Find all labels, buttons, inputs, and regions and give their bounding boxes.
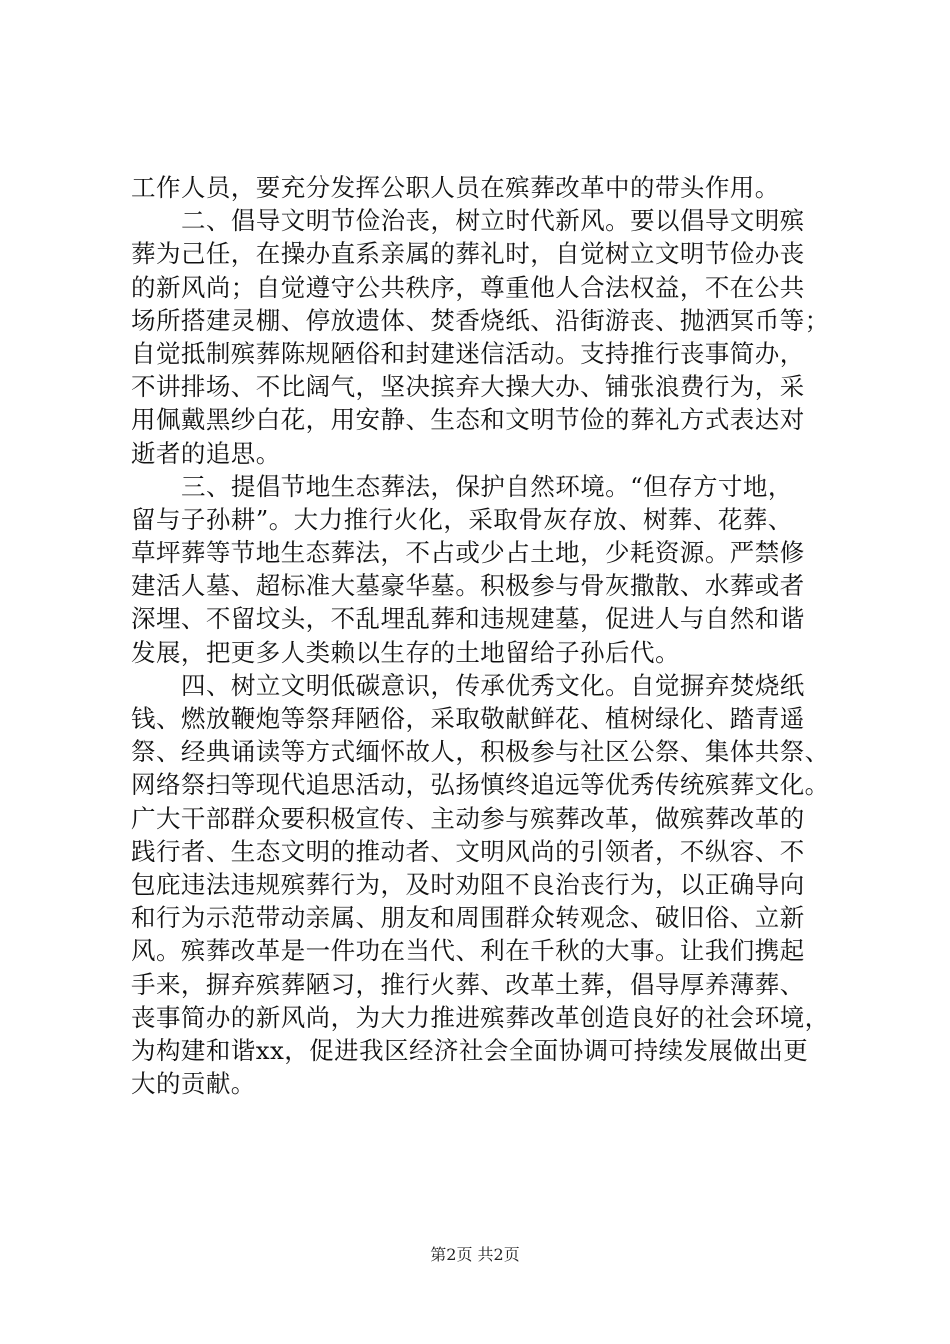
text-line: 广大干部群众要积极宣传、主动参与殡葬改革，做殡葬改革的: [131, 803, 805, 833]
text-line: 为构建和谐xx，促进我区经济社会全面协调可持续发展做出更: [131, 1035, 809, 1065]
text-line: 和行为示范带动亲属、朋友和周围群众转观念、破旧俗、立新: [131, 903, 805, 933]
paragraph-start-line: 四、树立文明低碳意识，传承优秀文化。自觉摒弃焚烧纸: [181, 670, 805, 700]
text-line: 草坪葬等节地生态葬法，不占或少占土地，少耗资源。严禁修: [131, 538, 805, 568]
text-line: 网络祭扫等现代追思活动，弘扬慎终追远等优秀传统殡葬文化。: [131, 770, 830, 800]
text-line: 深埋、不留坟头，不乱埋乱葬和违规建墓，促进人与自然和谐: [131, 604, 805, 634]
document-body: [131, 171, 831, 1100]
text-line: 葬为己任，在操办直系亲属的葬礼时，自觉树立文明节俭办丧: [131, 239, 805, 269]
paragraph-start-line: 三、提倡节地生态葬法，保护自然环境。“但存方寸地，: [181, 471, 793, 501]
text-line: 践行者、生态文明的推动者、文明风尚的引领者，不纵容、不: [131, 836, 805, 866]
text-line: 用佩戴黑纱白花，用安静、生态和文明节俭的葬礼方式表达对: [131, 405, 805, 435]
text-line: 风。殡葬改革是一件功在当代、利在千秋的大事。让我们携起: [131, 936, 805, 966]
text-line: 不讲排场、不比阔气，坚决摈弃大操大办、铺张浪费行为，采: [131, 372, 805, 402]
text-line: 发展，把更多人类赖以生存的土地留给子孙后代。: [131, 637, 680, 667]
text-line: 留与子孙耕”。大力推行火化，采取骨灰存放、树葬、花葬、: [131, 504, 793, 534]
text-line: 工作人员，要充分发挥公职人员在殡葬改革中的带头作用。: [131, 173, 780, 202]
text-line: 丧事简办的新风尚，为大力推进殡葬改革创造良好的社会环境，: [131, 1002, 830, 1032]
text-line: 大的贡献。: [131, 1069, 256, 1099]
text-line: 钱、燃放鞭炮等祭拜陋俗，采取敬献鲜花、植树绿化、踏青遥: [131, 704, 805, 733]
text-line: 场所搭建灵棚、停放遗体、焚香烧纸、沿街游丧、抛洒冥币等；: [131, 305, 830, 335]
text-line: 包庇违法违规殡葬行为，及时劝阻不良治丧行为，以正确导向: [131, 869, 805, 899]
page-number-footer: 第2页 共2页: [430, 1245, 520, 1264]
text-line: 自觉抵制殡葬陈规陋俗和封建迷信活动。支持推行丧事简办，: [131, 338, 805, 368]
paragraph-start-line: 二、倡导文明节俭治丧，树立时代新风。要以倡导文明殡: [181, 206, 805, 236]
text-line: 手来，摒弃殡葬陋习，推行火葬、改革土葬，倡导厚养薄葬、: [131, 969, 805, 999]
text-line: 建活人墓、超标准大墓豪华墓。积极参与骨灰撒散、水葬或者: [131, 571, 805, 601]
text-line: 祭、经典诵读等方式缅怀故人，积极参与社区公祭、集体共祭、: [131, 737, 830, 767]
text-line: 的新风尚；自觉遵守公共秩序，尊重他人合法权益，不在公共: [131, 272, 805, 302]
text-line: 逝者的追思。: [131, 438, 281, 468]
